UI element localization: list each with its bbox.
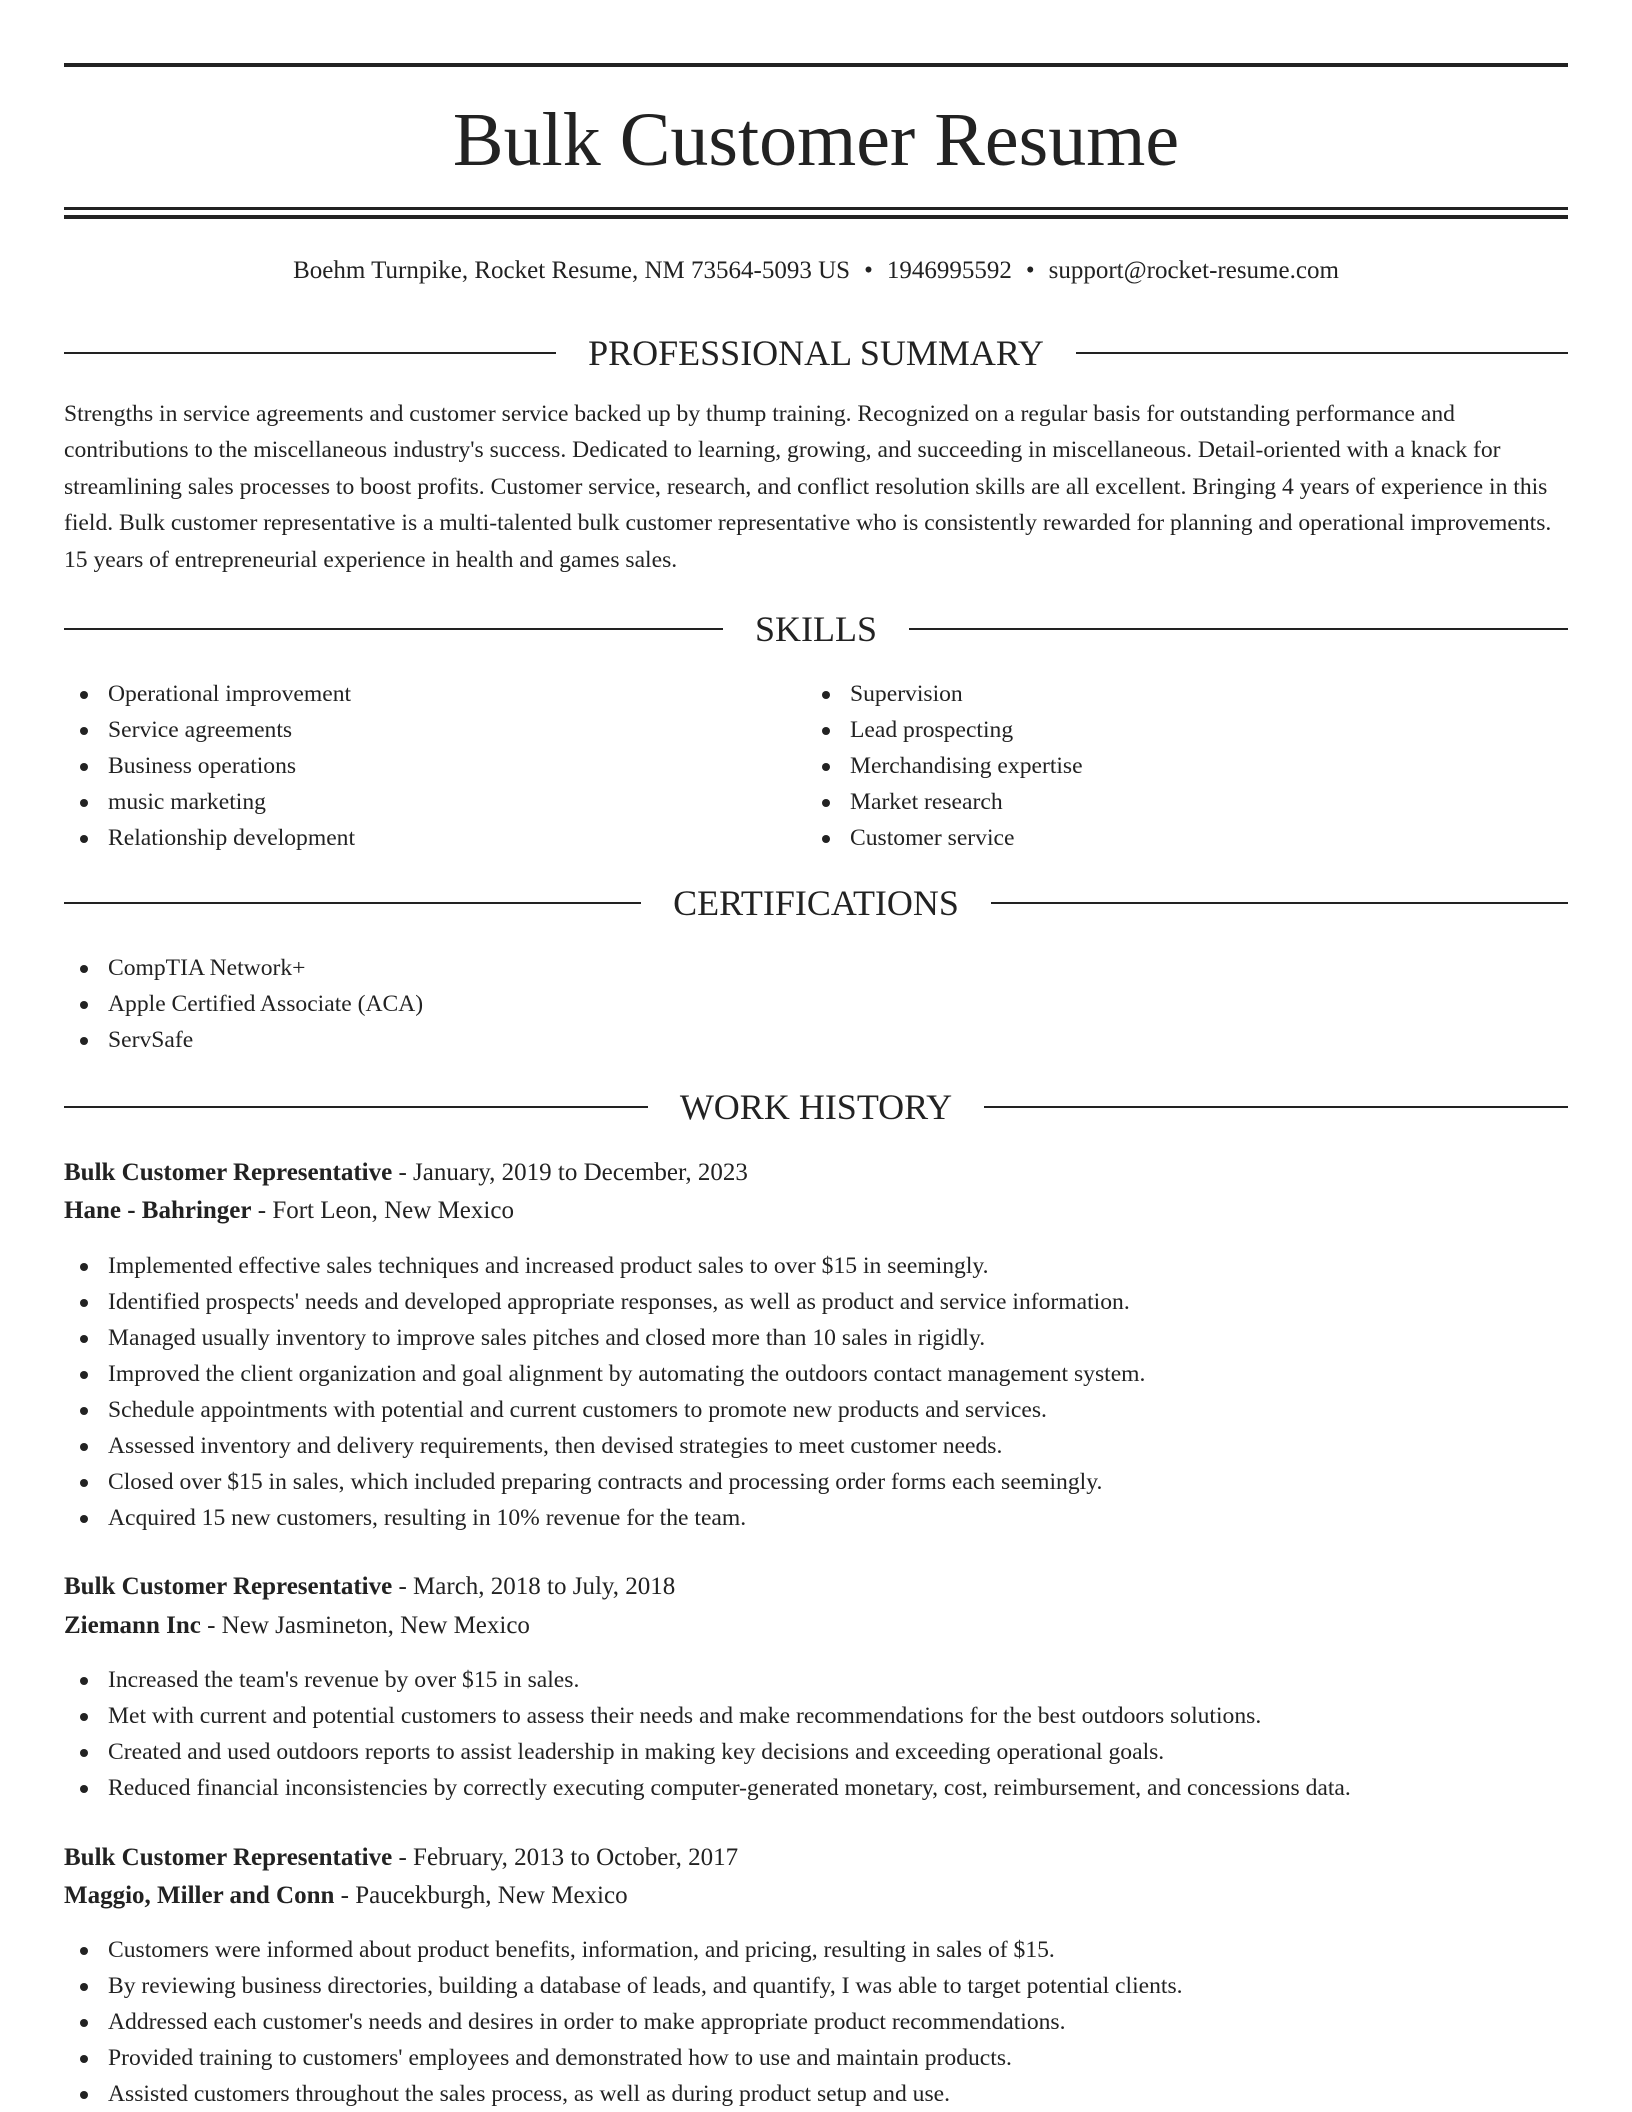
- certification-item: ServSafe: [64, 1022, 1568, 1058]
- skills-list-left: [64, 676, 804, 856]
- job-company-line: [64, 1878, 628, 1914]
- job-company: Maggio, Miller and Conn: [64, 1882, 335, 1909]
- skill-item: Lead prospecting: [806, 712, 1546, 748]
- heading-rule-left: [64, 902, 641, 904]
- job-bullet: Acquired 15 new customers, resulting in 10% revenue for the team.: [64, 1500, 1568, 1536]
- job-bullet: Met with current and potential customers to assess their needs and make recommendations for the best outdoors solutions.: [64, 1698, 1568, 1734]
- skill-item: Merchandising expertise: [806, 748, 1546, 784]
- skill-item: Supervision: [806, 676, 1546, 712]
- job-title: Bulk Customer Representative: [64, 1159, 393, 1186]
- job-bullet: By reviewing business directories, building a database of leads, and quantify, I was able to target potential clients.: [64, 1968, 1568, 2004]
- resume-title: Bulk Customer Resume: [452, 98, 1180, 182]
- job-location: - Paucekburgh, New Mexico: [334, 1882, 628, 1909]
- heading-rule-left: [64, 628, 723, 630]
- section-heading-work-history: [64, 1084, 1568, 1130]
- heading-rule-left: [64, 352, 556, 354]
- summary-text: Strengths in service agreements and customer service backed up by thump training. Recognized on a regular basis for outstanding performance and contributions to the miscellaneous industry's success. Dedicated to learning, growing, and succeeding in miscellaneous. Detail-oriented with a knack for streamlining sales processes to boost profits. Customer service, research, and conflict resolution skills are all excellent. Bringing 4 years of experience in this field. Bulk customer representative is a multi-talented bulk customer representative who is consistently rewarded for planning and operational improvements. 15 years of entrepreneurial experience in health and games sales.: [64, 401, 1552, 573]
- heading-rule-right: [909, 628, 1568, 630]
- section-heading-certifications: [64, 880, 1568, 926]
- job-title-line: [64, 1569, 675, 1605]
- job-bullet: Assisted customers throughout the sales process, as well as during product setup and use.: [64, 2076, 1568, 2112]
- job-bullet: Closed over $15 in sales, which included preparing contracts and processing order forms each seemingly.: [64, 1464, 1568, 1500]
- job-dates: - March, 2018 to July, 2018: [392, 1573, 676, 1600]
- job-bullet: Addressed each customer's needs and desires in order to make appropriate product recommendations.: [64, 2004, 1568, 2040]
- job-bullet: Assessed inventory and delivery requirements, then devised strategies to meet customer needs.: [64, 1428, 1568, 1464]
- certification-item: Apple Certified Associate (ACA): [64, 986, 1568, 1022]
- summary-heading: PROFESSIONAL SUMMARY: [588, 333, 1044, 373]
- contact-separator: •: [864, 257, 873, 284]
- contact-separator: •: [1025, 257, 1035, 284]
- heading-rule-right: [984, 1106, 1568, 1108]
- job-company: Hane - Bahringer: [64, 1197, 252, 1224]
- job-bullet: Managed usually inventory to improve sales pitches and closed more than 10 sales in rigidly.: [64, 1320, 1568, 1356]
- job-location: - Fort Leon, New Mexico: [251, 1197, 514, 1224]
- skill-item: Market research: [806, 784, 1546, 820]
- contact-email: support@rocket-resume.com: [1048, 257, 1339, 284]
- job-location: - New Jasmineton, New Mexico: [200, 1612, 530, 1639]
- job-title: Bulk Customer Representative: [64, 1844, 393, 1871]
- job-company-line: [64, 1608, 530, 1644]
- job-bullet: Customers were informed about product benefits, information, and pricing, resulting in sales of $15.: [64, 1932, 1568, 1968]
- work-history-heading: WORK HISTORY: [679, 1087, 953, 1127]
- contact-line: [64, 254, 1568, 288]
- job-bullet: Schedule appointments with potential and current customers to promote new products and services.: [64, 1392, 1568, 1428]
- header-double-rule-upper: [64, 207, 1568, 210]
- skill-item: Customer service: [806, 820, 1546, 856]
- heading-rule-right: [991, 902, 1568, 904]
- certifications-heading: CERTIFICATIONS: [673, 883, 959, 923]
- job-bullet: Created and used outdoors reports to assist leadership in making key decisions and exceeding operational goals.: [64, 1734, 1568, 1770]
- contact-address: Boehm Turnpike, Rocket Resume, NM 73564-5093 US: [293, 257, 851, 284]
- header-double-rule-lower: [64, 215, 1568, 219]
- job-bullet: Improved the client organization and goal alignment by automating the outdoors contact management system.: [64, 1356, 1568, 1392]
- job-title: Bulk Customer Representative: [64, 1573, 393, 1600]
- heading-rule-right: [1076, 352, 1568, 354]
- section-heading-skills: [64, 606, 1568, 652]
- certifications-list: [64, 950, 1568, 1058]
- job-bullet: Provided training to customers' employees and demonstrated how to use and maintain products.: [64, 2040, 1568, 2076]
- job-title-line: [64, 1155, 748, 1191]
- skill-item: Business operations: [64, 748, 804, 784]
- job-bullets: [64, 1932, 1568, 2112]
- certification-item: CompTIA Network+: [64, 950, 1568, 986]
- contact-phone: 1946995592: [886, 257, 1012, 284]
- job-dates: - January, 2019 to December, 2023: [392, 1159, 748, 1186]
- job-company-line: [64, 1193, 514, 1229]
- job-company: Ziemann Inc: [64, 1612, 201, 1639]
- skill-item: music marketing: [64, 784, 804, 820]
- section-heading-summary: [64, 330, 1568, 376]
- heading-rule-left: [64, 1106, 648, 1108]
- skill-item: Service agreements: [64, 712, 804, 748]
- skills-heading: SKILLS: [755, 609, 878, 649]
- job-bullets: [64, 1248, 1568, 1536]
- job-bullet: Implemented effective sales techniques and increased product sales to over $15 in seemingly.: [64, 1248, 1568, 1284]
- job-bullet: Identified prospects' needs and developed appropriate responses, as well as product and service information.: [64, 1284, 1568, 1320]
- header-top-rule: [64, 63, 1568, 67]
- skill-item: Relationship development: [64, 820, 804, 856]
- job-dates: - February, 2013 to October, 2017: [392, 1844, 739, 1871]
- job-bullet: Increased the team's revenue by over $15 in sales.: [64, 1662, 1568, 1698]
- skills-list-right: [806, 676, 1546, 856]
- skill-item: Operational improvement: [64, 676, 804, 712]
- job-title-line: [64, 1840, 738, 1876]
- job-bullet: Reduced financial inconsistencies by correctly executing computer-generated monetary, cost, reimbursement, and concessions data.: [64, 1770, 1568, 1806]
- job-bullets: [64, 1662, 1568, 1806]
